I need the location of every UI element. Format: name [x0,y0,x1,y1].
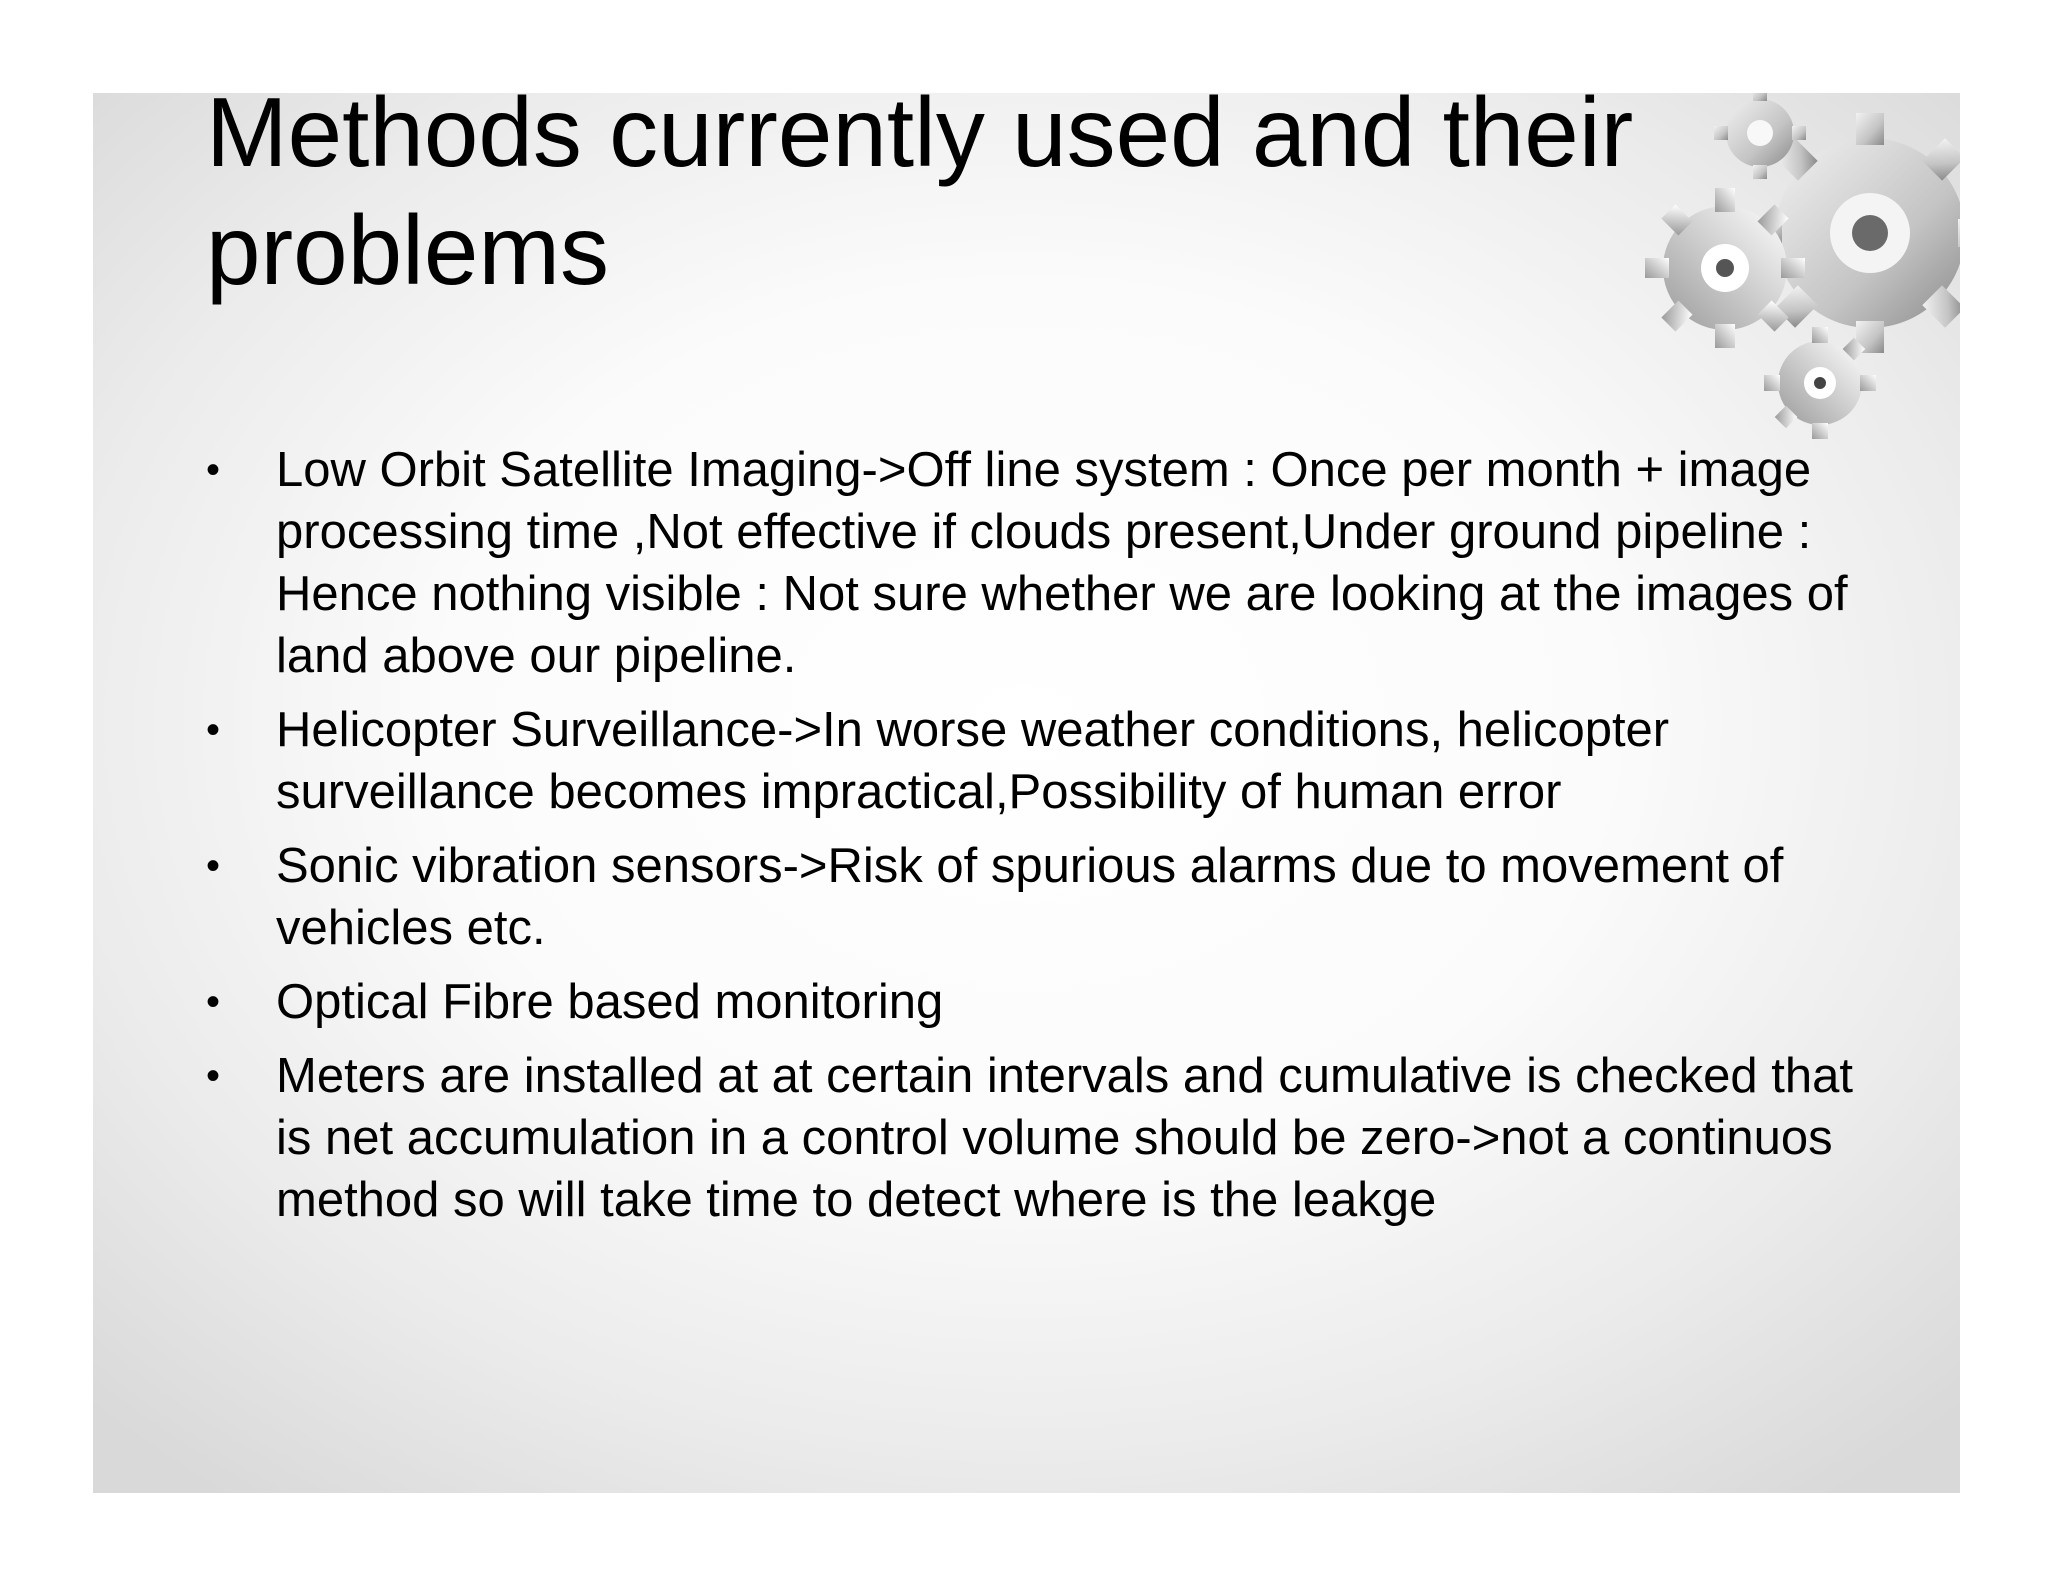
bullet-text: Helicopter Surveillance->In worse weather conditions, helicopter surveillance becomes impractical,Possibility of human error [276,703,1670,819]
bullet-text: Meters are installed at at certain intervals and cumulative is checked that is net accumulation in a control volume should be zero->not a continuos method so will take time to detect where is the leakge [276,1049,1853,1227]
slide-title: Methods currently used and their problems [206,93,1634,305]
bullet-text: Low Orbit Satellite Imaging->Off line system : Once per month + image processing time ,Not effective if clouds present,Under ground pipeline : Hence nothing visible : Not sure whether we are looking at the images of land above our pipeline. [276,443,1848,683]
bullet-text: Optical Fibre based monitoring [276,975,944,1029]
list-item [206,971,1866,1033]
list-item [206,699,1866,823]
bullet-list [206,439,1866,1243]
bullet-text: Sonic vibration sensors->Risk of spurious alarms due to movement of vehicles etc. [276,839,1784,955]
list-item [206,439,1866,687]
bullet-marker: • [206,844,221,888]
bullet-marker: • [206,980,221,1024]
list-item [206,835,1866,959]
bullet-marker: • [206,448,221,492]
list-item [206,1045,1866,1231]
bullet-marker: • [206,708,221,752]
bullet-marker: • [206,1054,221,1098]
slide [93,93,1960,1493]
